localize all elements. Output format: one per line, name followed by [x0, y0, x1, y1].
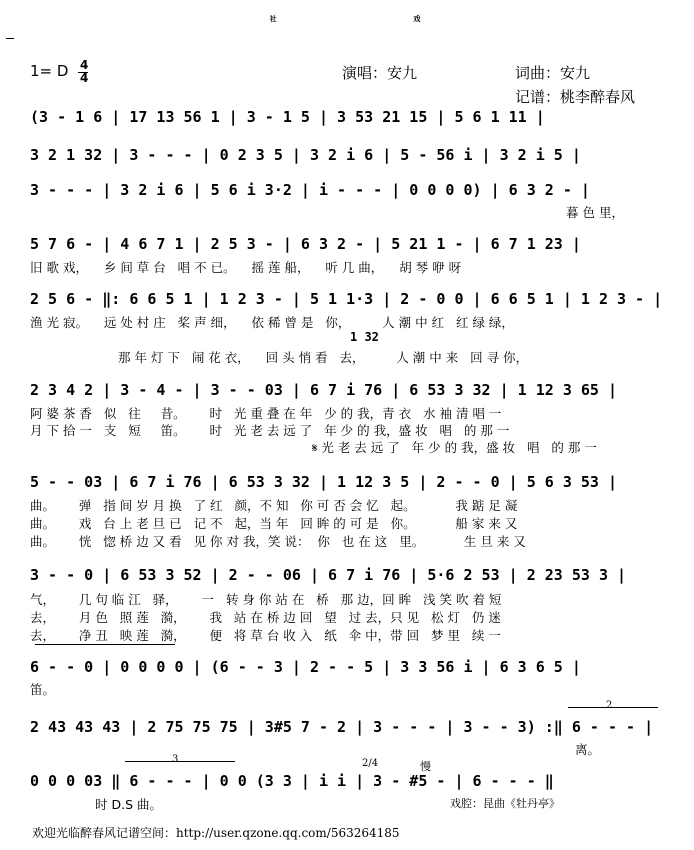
score-line-2: 3 2 1 32 | 3 - - - | 0 2 3 5 | 3 2 i 6 | 5 - 56 i | 3 2 i 5 |	[30, 146, 581, 164]
lyric-line-7a: 曲。 弹 指 间 岁 月 换 了 红 颜，不 知 你 可 否 会 忆 起。 我 踮 足 凝	[30, 498, 518, 513]
time-signature-change: 2/4	[362, 758, 379, 769]
lyric-line-5a: 渔 光 寂。 远 处 村 庄 桨 声 细， 依 稀 曾 是 你， 人 潮 中 红 红 绿 绿，	[30, 315, 514, 330]
time-signature-top: 4	[80, 58, 89, 72]
score-line-4: 5 7 6 - | 4 6 7 1 | 2 5 3 - | 6 3 2 - | 5 21 1 - | 6 7 1 23 |	[30, 235, 581, 253]
lyric-line-10: 离。	[575, 742, 601, 757]
tuplet-mark-11: 3	[172, 754, 179, 765]
lyric-line-7c: 曲。 恍 惚 桥 边 又 看 见 你 对 我，笑 说： 你 也 在 这 里。 生 旦 来 又	[30, 534, 526, 549]
score-line-9: 6 - - 0 | 0 0 0 0 | (6 - - 3 | 2 - - 5 | 3 3 56 i | 6 3 6 5 |	[30, 658, 581, 676]
tuplet-bracket-line-11	[125, 761, 235, 762]
score-line-11: 0 0 0 03 ‖ 6 - - - | 0 0 (3 3 | i i | 3 - #5 - | 6 - - - ‖	[30, 772, 554, 790]
footer-text: 欢迎光临醉春风记谱空间：http://user.qzone.qq.com/563264185	[32, 826, 400, 840]
lyric-line-4: 旧 歌 戏， 乡 间 草 台 唱 不 已。 摇 莲 船， 听 几 曲， 胡 琴 咿 呀	[30, 260, 462, 275]
lyric-line-6a: 阿 婆 茶 香 似 往 昔。 时 光 重 叠 在 年 少 的 我，青 衣 水 袖 清 唱 一	[30, 406, 502, 421]
lyric-line-8b: 去， 月 色 照 莲 漪， 我 站 在 桥 边 回 望 过 去，只 见 松 灯 仍 迷	[30, 610, 501, 625]
lyric-line-7b: 曲。 戏 台 上 老 旦 已 记 不 起，当 年 回 眸 的 可 是 你。 船 家 来 又	[30, 516, 518, 531]
lyric-line-6b: 月 下 拾 一 支 短 笛。 时 光 老 去 远 了 年 少 的 我，盛 妆 唱 的 那 一	[30, 423, 510, 438]
tuplet-bracket-line-10	[568, 707, 658, 708]
lyricist-credit: 词曲：安九	[515, 64, 591, 82]
score-line-7: 5 - - 03 | 6 7 i 76 | 6 53 3 32 | 1 12 3 5 | 2 - - 0 | 5 6 3 53 |	[30, 473, 617, 491]
score-line-1: (3 - 1 6 | 17 13 56 1 | 3 - 1 5 | 3 53 21 15 | 5 6 1 11 |	[30, 108, 545, 126]
key-signature: 1= D	[30, 62, 69, 80]
score-line-6: 2 3 4 2 | 3 - 4 - | 3 - - 03 | 6 7 i 76 | 6 53 3 32 | 1 12 3 65 |	[30, 381, 617, 399]
score-line-5: 2 5 6 - ‖: 6 6 5 1 | 1 2 3 - | 5 1 1·3 | 2 - 0 0 | 6 6 5 1 | 1 2 3 - |	[30, 290, 663, 308]
lyric-line-11: 时 D.S 曲。	[95, 797, 162, 812]
lyric-line-3: 暮 色 里，	[566, 205, 624, 220]
alternate-notes: 1 32	[350, 330, 379, 344]
margin-dash	[6, 38, 14, 39]
opera-note: 戏腔：昆曲《牡丹亭》	[450, 797, 560, 810]
page-title: 社 戏	[269, 14, 465, 23]
lyric-line-5b: 那 年 灯 下 闹 花 衣， 回 头 悄 看 去， 人 潮 中 来 回 寻 你，	[118, 350, 529, 365]
lyric-line-9: 笛。	[30, 682, 56, 697]
lyric-line-8c: 去， 净 丑 映 莲 漪， 便 将 草 台 收 入 纸 伞 中，带 回 梦 里 续 一	[30, 628, 501, 643]
tempo-marking: 慢	[420, 760, 431, 773]
lyric-line-6c: 𝄋 光 老 去 远 了 年 少 的 我，盛 妆 唱 的 那 一	[312, 440, 597, 455]
tie-bracket-line-9	[35, 644, 175, 645]
singer-credit: 演唱：安九	[342, 64, 418, 82]
score-line-10: 2 43 43 43 | 2 75 75 75 | 3#5 7 - 2 | 3 - - - | 3 - - 3) :‖ 6 - - - |	[30, 718, 654, 736]
score-line-8: 3 - - 0 | 6 53 3 52 | 2 - - 06 | 6 7 i 76 | 5·6 2 53 | 2 23 53 3 |	[30, 566, 627, 584]
tuplet-mark-10: 2	[606, 700, 613, 711]
transcriber-credit: 记谱：桃李醉春风	[515, 88, 636, 106]
score-line-3: 3 - - - | 3 2 i 6 | 5 6 i 3·2 | i - - - | 0 0 0 0) | 6 3 2 - |	[30, 181, 590, 199]
time-signature-bottom: 4	[80, 71, 89, 85]
lyric-line-8a: 气， 几 句 临 江 驿， 一 转 身 你 站 在 桥 那 边，回 眸 浅 笑 吹 着 短	[30, 592, 502, 607]
